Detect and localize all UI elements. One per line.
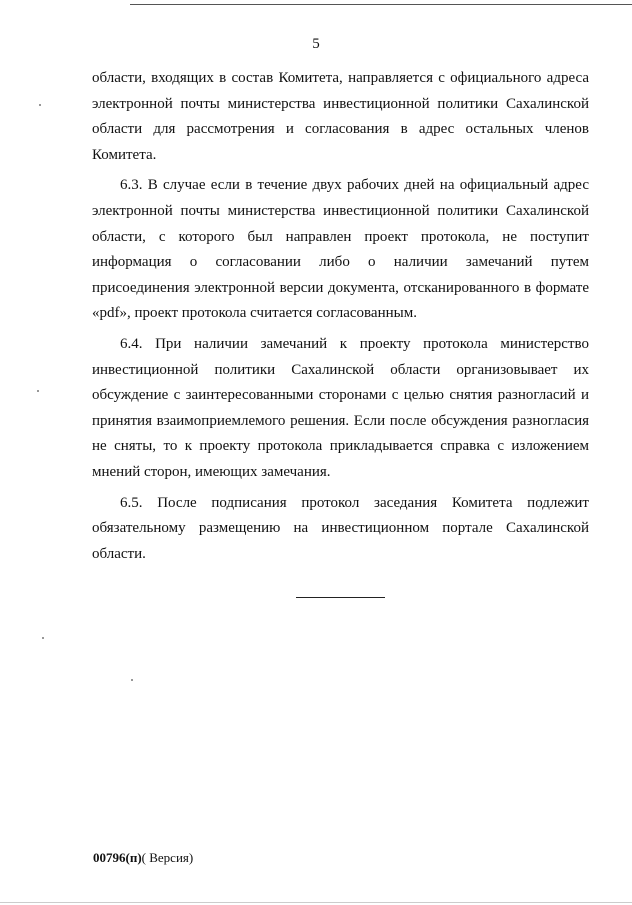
scan-edge-line	[130, 4, 632, 5]
closing-separator-line	[296, 597, 385, 598]
scan-bottom-edge	[0, 902, 632, 903]
paragraph-continuation: области, входящих в состав Комитета, направляется с официального адреса электронной почты министерства инвестиционной политики Сахалинской области для рассмотрения и согласования в адрес остальных членов Комитета.	[92, 70, 589, 163]
document-body	[92, 66, 589, 572]
paragraph-6-3: 6.3. В случае если в течение двух рабочих дней на официальный адрес электронной почты министерства инвестиционной политики Сахалинской области, с которого был направлен проект протокола, не поступит информация о согласовании либо о наличии замечаний путем присоединения электронной версии документа, отсканированного в формате «pdf», проект протокола считается согласованным.	[92, 177, 589, 322]
version-label: ( Версия)	[141, 850, 194, 865]
page-number: 5	[312, 36, 320, 52]
scan-speck	[42, 637, 44, 639]
document-footer	[93, 850, 193, 866]
scan-speck	[131, 679, 133, 681]
scan-speck	[37, 390, 39, 392]
document-code: 00796(п)	[93, 850, 142, 865]
scan-speck	[39, 104, 41, 106]
paragraph-6-5: 6.5. После подписания протокол заседания Комитета подлежит обязательному размещению на инвестиционном портале Сахалинской области.	[92, 494, 589, 562]
paragraph-6-4: 6.4. При наличии замечаний к проекту протокола министерство инвестиционной политики Сахалинской области организовывает их обсуждение с заинтересованными сторонами с целью снятия разногласий и принятия взаимоприемлемого решения. Если после обсуждения разногласия не сняты, то к проекту протокола прикладывается справка с изложением мнений сторон, имеющих замечания.	[92, 335, 589, 480]
